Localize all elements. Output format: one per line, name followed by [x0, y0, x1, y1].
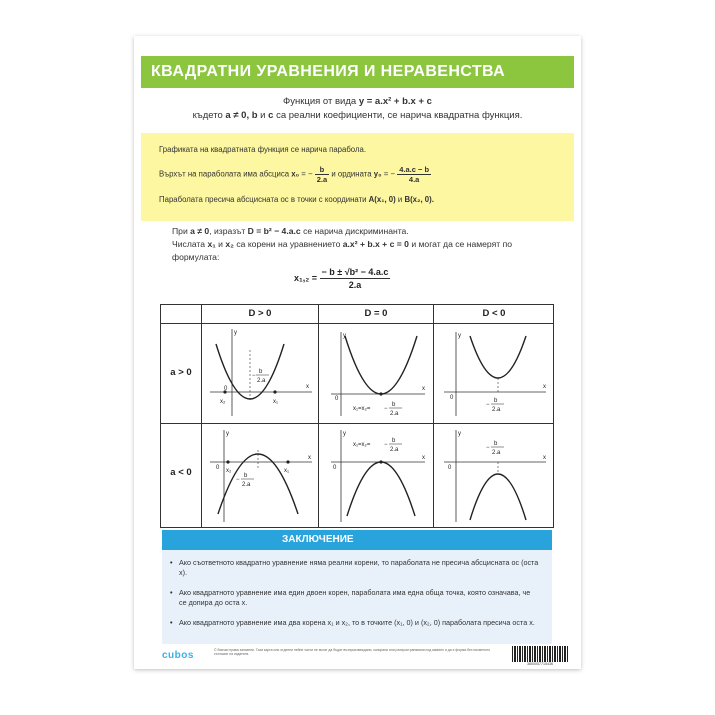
root-x2-label: x₂ [226, 468, 232, 474]
y-axis-label: y [343, 431, 346, 437]
origin-label: 0 [216, 465, 220, 471]
discriminant-line-3: формулата: [172, 252, 220, 262]
frac-denominator: 2.a [492, 407, 501, 413]
frac-denominator: 2.a [390, 447, 399, 453]
origin-label: 0 [224, 386, 228, 392]
double-root-label: x₁=x₂= [353, 406, 371, 412]
origin-label: 0 [450, 395, 454, 401]
frac-numerator: b [494, 441, 498, 447]
minus-sign: − [486, 402, 490, 408]
roots-formula: x₁,₂ = $\frac{\text{− b ± √b² − 4.a.c}}{2.a}$ [294, 267, 389, 290]
bullet-icon: • [170, 558, 173, 567]
definitions-box [141, 133, 574, 221]
y-axis-label: y [234, 330, 237, 336]
conclusion-title: ЗАКЛЮЧЕНИЕ [162, 530, 552, 550]
barcode [512, 646, 568, 662]
poster [134, 36, 581, 669]
x-axis-label: x [306, 384, 309, 390]
discriminant-line-2: Числата x₁ и x₂ са корени на уравнението a.x² + b.x + c = 0 и могат да се намерят по [172, 239, 513, 249]
y-axis-label: y [343, 333, 346, 339]
origin-label: 0 [448, 465, 452, 471]
frac-numerator: b [244, 473, 248, 479]
bullet-icon: • [170, 618, 173, 627]
frac-denominator: 2.a [257, 378, 266, 384]
y-axis-label: y [458, 431, 461, 437]
frac-numerator: b [392, 402, 396, 408]
intro-line-1: Функция от вида y = a.x² + b.x + c [283, 96, 432, 107]
copyright-notice: © Всички права запазени. Тази карта или отделни нейни части не могат да бъдат възпроизвеждани, копирани или разпространявани под каквато и да е форма без писменото съгласие на издателя. [214, 648, 491, 657]
x-axis-label: x [422, 455, 425, 461]
graph-a-neg-d-pos [202, 424, 318, 528]
conclusion-box: • Ако съответното квадратно уравнение няма реални корени, то параболата не пресича абсцисната ос (оста x). • Ако квадратното уравнение има един двоен корен, параболата има една обща точка, която означава, че се допира до оста x. • Ако квадратното уравнение има два корена x₁ и x₂, то в точките (x₁, 0) и (x₂, 0) параболата пресича оста x. [162, 550, 552, 644]
parabola-definition: Графиката на квадратната функция се нарича парабола. [159, 145, 367, 154]
frac-denominator: 2.a [390, 411, 399, 417]
frac-numerator: b [494, 398, 498, 404]
vertex-definition: Върхът на параболата има абсциса x₀ = − $\frac{b}{2.a}$ и ордината y₀ = − $\frac{4.a.c - b}{4.a}$ [159, 165, 430, 184]
x-axis-label: x [543, 384, 546, 390]
origin-label: 0 [335, 396, 339, 402]
root-x1-label: x₁ [284, 468, 290, 474]
minus-sign: − [236, 477, 240, 483]
root-x1-label: x₁ [273, 399, 279, 405]
col-header-d-negative: D < 0 [482, 308, 506, 319]
graph-a-neg-d-zero [319, 424, 433, 528]
minus-sign: − [486, 445, 490, 451]
parabola-table [160, 304, 554, 528]
frac-denominator: 2.a [492, 450, 501, 456]
frac-denominator: 2.a [242, 482, 251, 488]
frac-numerator: b [392, 438, 396, 444]
graph-a-pos-d-zero [319, 324, 433, 423]
minus-sign: − [384, 442, 388, 448]
discriminant-line-1: При a ≠ 0, изразът D = b² − 4.a.c се нарича дискриминанта. [172, 226, 409, 236]
intro-line-2: където a ≠ 0, b и c са реални коефициенти, се нарича квадратна функция. [192, 110, 523, 121]
x-axis-label: x [308, 455, 311, 461]
col-header-d-zero: D = 0 [364, 308, 388, 319]
origin-label: 0 [333, 465, 337, 471]
row-header-a-negative: a < 0 [170, 467, 192, 478]
minus-sign: − [252, 373, 256, 379]
frac-numerator: b [259, 369, 263, 375]
publisher-logo: cubos [162, 650, 194, 661]
barcode-number: 3800057715436 [527, 662, 553, 666]
double-root-label: x₁=x₂= [353, 442, 371, 448]
y-axis-label: y [458, 333, 461, 339]
row-header-a-positive: a > 0 [170, 367, 192, 378]
graph-a-neg-d-neg [434, 424, 554, 528]
root-x2-label: x₂ [220, 399, 226, 405]
graph-a-pos-d-pos [202, 324, 318, 423]
poster-title: КВАДРАТНИ УРАВНЕНИЯ И НЕРАВЕНСТВА [141, 56, 574, 88]
col-header-d-positive: D > 0 [248, 308, 272, 319]
minus-sign: − [384, 406, 388, 412]
intersection-definition: Параболата пресича абсцисната ос в точки с координати A(x₁, 0) и B(x₂, 0). [159, 195, 434, 204]
graph-a-pos-d-neg [434, 324, 554, 423]
y-axis-label: y [226, 431, 229, 437]
bullet-icon: • [170, 588, 173, 597]
x-axis-label: x [543, 455, 546, 461]
x-axis-label: x [422, 386, 425, 392]
